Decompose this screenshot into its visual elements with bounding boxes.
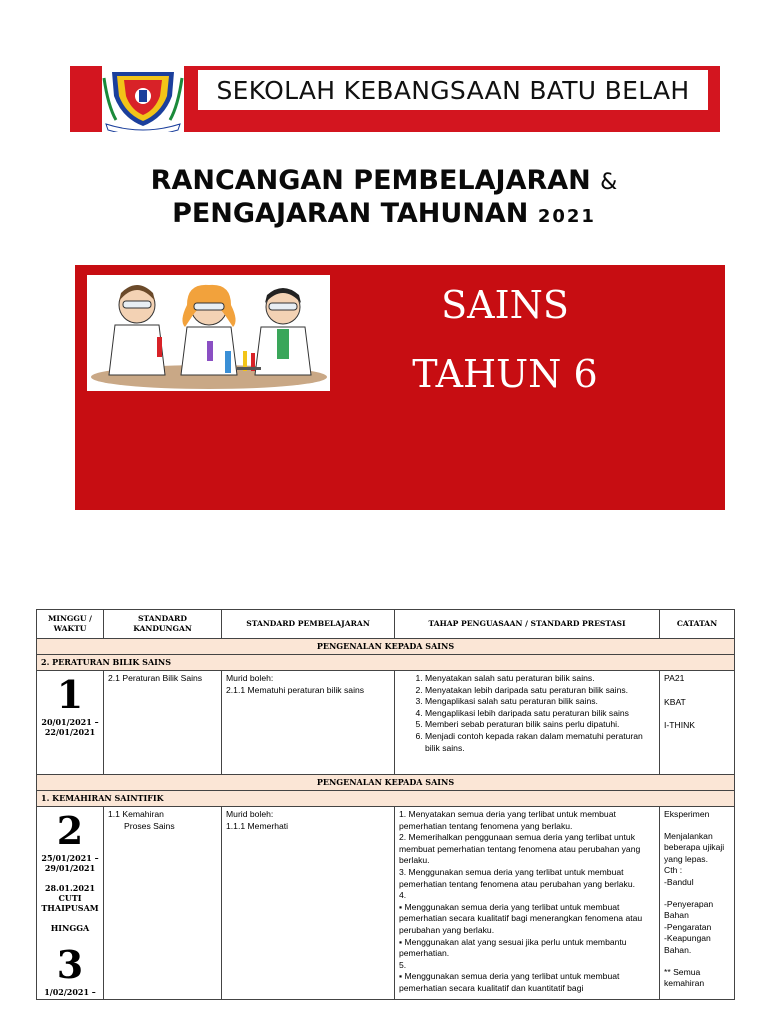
- tp-item: 1. Menyatakan salah satu peraturan bilik sains.: [425, 673, 655, 685]
- sk-line: 1.1 Kemahiran: [108, 809, 164, 819]
- week-cell: [37, 807, 104, 1000]
- document-title-line1: [0, 165, 768, 196]
- school-crest-icon: [102, 66, 184, 132]
- title-ampersand: &: [600, 170, 618, 195]
- catatan-item: -Bandul: [664, 876, 694, 887]
- catatan-cell: [660, 671, 735, 775]
- sk-cell: 2.1 Peraturan Bilik Sains: [104, 671, 222, 775]
- tp-item: 2. Menyatakan lebih daripada satu peraturan bilik sains.: [425, 685, 655, 697]
- subject-title: SAINS: [441, 283, 569, 327]
- header-standard-kandungan: STANDARD KANDUNGAN: [104, 610, 222, 639]
- header-minggu: MINGGU / WAKTU: [37, 610, 104, 639]
- catatan-item: -Pengaratan: [664, 921, 712, 932]
- section-topic-row: [37, 791, 735, 807]
- tp-item: 4. Mengaplikasi lebih daripada satu peraturan bilik sains: [425, 708, 655, 720]
- sp-item: 1.1.1 Memerhati: [226, 820, 289, 831]
- table-row: [37, 807, 735, 1000]
- sk-line: Proses Sains: [124, 820, 175, 831]
- catatan-item: PA21: [664, 673, 685, 683]
- catatan-item: ** Semua kemahiran: [664, 966, 705, 989]
- catatan-item: -Penyerapan Bahan: [664, 898, 714, 921]
- tp-bullet: ▪ Menggunakan semua deria yang terlibat untuk membuat pemerhatian secara kualitatif bagi menerangkan fenomena atau perubahan yang berlaku.: [399, 901, 643, 935]
- tp-bullet-text: Menggunakan semua deria yang terlibat untuk membuat pemerhatian secara kualitatif bagi menerangkan fenomena atau perubahan yang berlaku.: [399, 901, 643, 935]
- tp-cell: [395, 807, 660, 1000]
- catatan-item: Menjalankan beberapa ujikaji yang lepas.: [664, 830, 725, 864]
- tp-list: [399, 673, 655, 754]
- header-catatan: CATATAN: [660, 610, 735, 639]
- school-logo: [102, 66, 184, 132]
- tp-bullet-text: Menggunakan alat yang sesuai jika perlu untuk membantu pemerhatian.: [399, 936, 627, 959]
- tp-item: 1. Menyatakan semua deria yang terlibat untuk membuat pemerhatian tentang fenomena yang berlaku.: [399, 809, 616, 831]
- tp-item: 4.: [399, 890, 407, 901]
- year-level: TAHUN 6: [412, 352, 598, 396]
- tp-item: 5. Memberi sebab peraturan bilik sains perlu dipatuhi.: [425, 719, 655, 731]
- header-standard-pembelajaran: STANDARD PEMBELAJARAN: [222, 610, 395, 639]
- catatan-cell: [660, 807, 735, 1000]
- tp-bullet: ▪ Menggunakan alat yang sesuai jika perlu untuk membantu pemerhatian.: [399, 936, 627, 959]
- tp-item: 5.: [399, 959, 407, 970]
- catatan-item: Cth :: [664, 865, 683, 876]
- sp-cell: [222, 671, 395, 775]
- week-number-end: 3: [56, 942, 84, 987]
- week-dates: 25/01/2021 – 29/01/2021: [41, 853, 99, 873]
- sp-cell: [222, 807, 395, 1000]
- school-name-box: [198, 70, 708, 110]
- table-row: [37, 671, 735, 775]
- hingga-label: HINGGA: [50, 923, 90, 933]
- school-name: SEKOLAH KEBANGSAAN BATU BELAH: [216, 75, 690, 105]
- title-year: 2021: [537, 206, 596, 227]
- tp-cell: [395, 671, 660, 775]
- catatan-item: I-THINK: [664, 720, 696, 731]
- tp-item: 3. Mengaplikasi salah satu peraturan bilik sains.: [425, 696, 655, 708]
- week-number: 1: [56, 672, 84, 717]
- sp-intro: Murid boleh:: [226, 809, 274, 819]
- week-dates: 20/01/2021 – 22/01/2021: [41, 717, 99, 737]
- sp-intro: Murid boleh:: [226, 673, 274, 683]
- holiday-note: 28.01.2021 CUTI THAIPUSAM: [41, 883, 99, 913]
- tp-bullet: ▪ Menggunakan semua deria yang terlibat untuk membuat pemerhatian secara kualitatif dan kuantitatif bagi: [399, 971, 620, 993]
- title-text-1: RANCANGAN PEMBELAJARAN: [150, 165, 591, 196]
- section-theme-row: [37, 775, 735, 791]
- scientist-kids-illustration: [87, 275, 330, 391]
- tp-item: 3. Menggunakan semua deria yang terlibat untuk membuat pemerhatian tentang fenomena atau perubahan yang berlaku.: [399, 866, 636, 889]
- catatan-item: -Keapungan Bahan.: [664, 933, 711, 955]
- document-title-line2: [0, 198, 768, 229]
- section-topic-row: [37, 655, 735, 671]
- week-cell: [37, 671, 104, 775]
- tp-item: 2. Memerihalkan penggunaan semua deria yang terlibat untuk membuat pemerhatian tentang fenomena atau perubahan yang berlaku.: [399, 832, 641, 866]
- tp-item: 6. Menjadi contoh kepada rakan dalam mematuhi peraturan bilik sains.: [425, 731, 655, 754]
- section-theme-row: [37, 639, 735, 655]
- header-tahap-penguasaan: TAHAP PENGUASAAN / STANDARD PRESTASI: [395, 610, 660, 639]
- title-text-2: PENGAJARAN TAHUNAN: [172, 198, 529, 229]
- catatan-item: Eksperimen: [664, 809, 710, 819]
- week-number: 2: [56, 808, 84, 853]
- rpt-table: [36, 609, 735, 1000]
- catatan-item: KBAT: [664, 696, 686, 707]
- section-theme: PENGENALAN KEPADA SAINS: [37, 775, 735, 791]
- section-topic: 1. KEMAHIRAN SAINTIFIK: [37, 791, 735, 807]
- sk-cell: [104, 807, 222, 1000]
- tp-bullet-text: Menggunakan semua deria yang terlibat untuk membuat pemerhatian secara kualitatif dan kuantitatif bagi: [399, 971, 620, 993]
- section-theme: PENGENALAN KEPADA SAINS: [37, 639, 735, 655]
- table-header-row: [37, 610, 735, 639]
- week-dates-end: 1/02/2021 –: [44, 987, 96, 997]
- sp-item: 2.1.1 Mematuhi peraturan bilik sains: [226, 684, 365, 695]
- section-topic: 2. PERATURAN BILIK SAINS: [37, 655, 735, 671]
